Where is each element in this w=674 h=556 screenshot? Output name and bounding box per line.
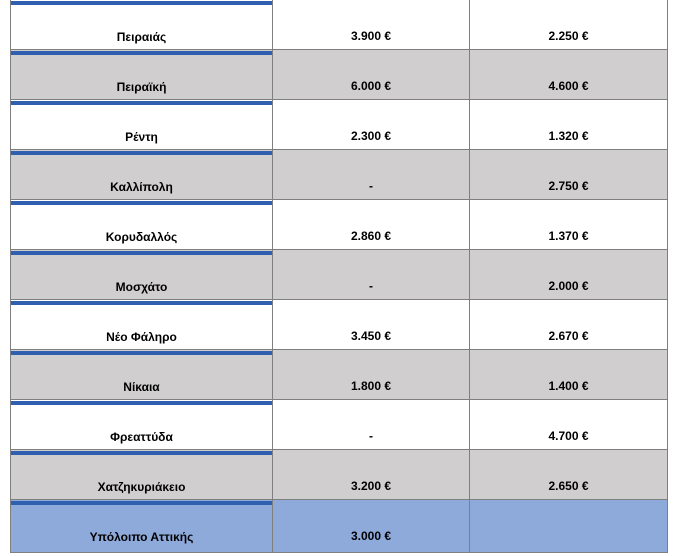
price-cell-2 — [470, 150, 667, 199]
table-row — [11, 150, 667, 200]
area-label: Φρεαττύδα — [110, 430, 173, 444]
price-value-1: 2.300 € — [350, 128, 392, 143]
total-row — [11, 500, 667, 553]
area-label: Πειραϊκή — [116, 80, 167, 94]
area-cell — [11, 250, 273, 299]
price-value-2: 4.700 € — [548, 428, 589, 443]
price-value-1: 3.900 € — [350, 28, 392, 43]
price-value-2: 1.370 € — [548, 228, 589, 243]
price-cell-1 — [273, 150, 470, 199]
price-value-1: - — [369, 178, 373, 193]
accent-bar — [11, 351, 272, 355]
accent-bar — [11, 301, 272, 305]
area-cell — [11, 0, 273, 49]
price-value-2: 4.600 € — [548, 78, 589, 93]
price-cell-1 — [273, 100, 470, 149]
price-cell-2 — [470, 400, 667, 449]
price-value-1: 3.200 € — [350, 478, 392, 493]
price-value-1: 3.000 € — [350, 529, 392, 543]
area-cell — [11, 50, 273, 99]
table-row — [11, 450, 667, 500]
accent-bar — [11, 101, 272, 105]
accent-bar — [11, 401, 272, 405]
price-value-2: 2.250 € — [548, 28, 589, 43]
table-row — [11, 50, 667, 100]
accent-bar — [11, 251, 272, 255]
area-label: Νέο Φάληρο — [106, 330, 177, 344]
price-cell-2 — [470, 200, 667, 249]
area-label: Μοσχάτο — [115, 280, 168, 294]
accent-bar — [11, 501, 272, 505]
area-cell — [11, 200, 273, 249]
area-label: Χατζηκυριάκειο — [97, 480, 186, 494]
price-value-1: - — [369, 278, 373, 293]
price-cell-1 — [273, 50, 470, 99]
price-value-1: 2.860 € — [350, 228, 392, 243]
area-cell — [11, 300, 273, 349]
area-label: Κορυδαλλός — [105, 230, 178, 244]
area-cell — [11, 150, 273, 199]
price-cell-2 — [470, 0, 667, 49]
price-value-2: 2.650 € — [548, 478, 589, 493]
area-label: Υπόλοιπο Αττικής — [89, 530, 194, 544]
price-value-2: 1.320 € — [548, 128, 589, 143]
price-cell-1 — [273, 200, 470, 249]
table-row — [11, 350, 667, 400]
price-value-2: 2.750 € — [548, 178, 589, 193]
price-cell-1 — [273, 350, 470, 399]
price-cell-1 — [273, 400, 470, 449]
price-table — [10, 0, 668, 553]
price-value-2: 2.670 € — [548, 328, 589, 343]
area-cell — [11, 350, 273, 399]
table-row — [11, 200, 667, 250]
price-cell-2 — [470, 250, 667, 299]
accent-bar — [11, 451, 272, 455]
accent-bar — [11, 51, 272, 55]
price-cell-2 — [470, 450, 667, 499]
price-cell-1 — [273, 500, 470, 552]
price-value-1: 6.000 € — [350, 78, 392, 93]
price-value-2: 1.400 € — [548, 378, 589, 393]
accent-bar — [11, 151, 272, 155]
table-row — [11, 100, 667, 150]
area-label: Καλλίπολη — [110, 180, 173, 194]
accent-bar — [11, 201, 272, 205]
accent-bar — [11, 1, 272, 5]
price-value-2: 2.000 € — [548, 278, 589, 293]
area-label: Ρέντη — [125, 130, 158, 144]
table-row — [11, 0, 667, 50]
price-value-1: - — [369, 428, 373, 443]
table-row — [11, 250, 667, 300]
price-value-1: 1.800 € — [350, 378, 392, 393]
table-row — [11, 400, 667, 450]
price-cell-2 — [470, 100, 667, 149]
price-value-1: 3.450 € — [350, 328, 392, 343]
price-cell-2 — [470, 500, 667, 552]
price-cell-2 — [470, 350, 667, 399]
price-cell-2 — [470, 300, 667, 349]
area-cell — [11, 100, 273, 149]
area-label: Πειραιάς — [116, 30, 167, 44]
price-cell-1 — [273, 450, 470, 499]
price-cell-1 — [273, 300, 470, 349]
price-cell-1 — [273, 250, 470, 299]
area-cell — [11, 500, 273, 552]
area-cell — [11, 450, 273, 499]
table-row — [11, 300, 667, 350]
price-cell-2 — [470, 50, 667, 99]
price-cell-1 — [273, 0, 470, 49]
area-label: Νίκαια — [123, 380, 160, 394]
area-cell — [11, 400, 273, 449]
